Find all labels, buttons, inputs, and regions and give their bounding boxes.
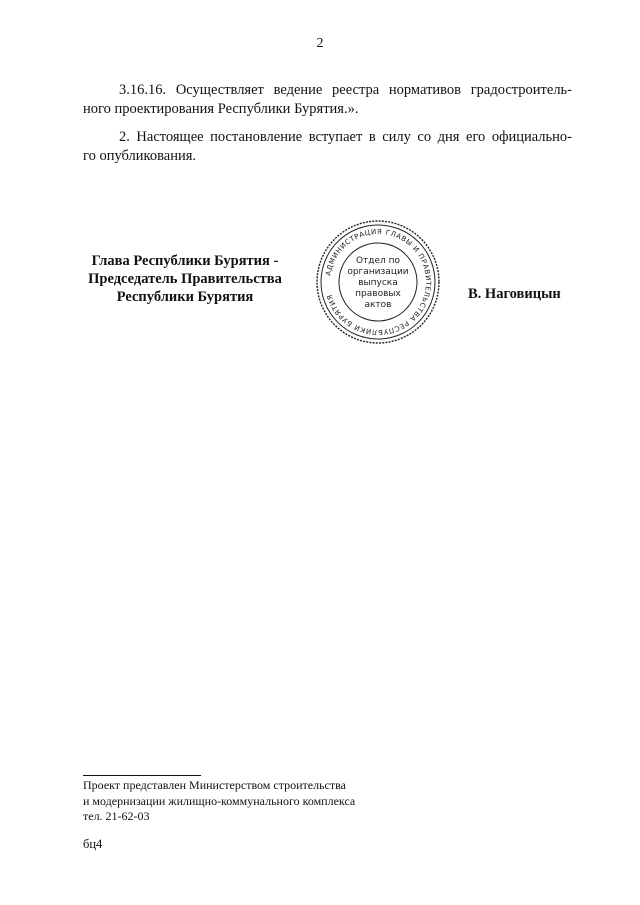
document-code: бц4 xyxy=(83,837,103,851)
signer-title-line: Председатель Правительства xyxy=(88,271,282,287)
stamp-center-line: Отдел по xyxy=(355,256,401,266)
signer-title xyxy=(80,252,290,306)
paragraph-line: 2. Настоящее постановление вступает в силу со дня его официально- xyxy=(119,129,572,145)
paragraph-line: го опубликования. xyxy=(83,148,197,164)
stamp-center-line: актов xyxy=(364,300,392,310)
paragraph-line: ного проектирования Республики Бурятия.». xyxy=(83,101,359,117)
paragraph-2 xyxy=(83,128,572,166)
footer-line: Проект представлен Министерством строительства xyxy=(83,778,346,792)
footer-line: тел. 21-62-03 xyxy=(83,809,150,823)
page-number: 2 xyxy=(316,36,324,51)
signer-title-line: Глава Республики Бурятия - xyxy=(91,253,279,269)
stamp-center-line: правовых xyxy=(355,289,401,299)
footer-line: и модернизации жилищно-коммунального комплекса xyxy=(83,793,356,808)
signer-name: В. Наговицын xyxy=(468,286,561,302)
paragraph-1 xyxy=(83,81,572,119)
stamp-center-line: организации xyxy=(347,267,409,277)
official-stamp xyxy=(313,217,443,347)
stamp-ring-text: АДМИНИСТРАЦИЯ ГЛАВЫ И ПРАВИТЕЛЬСТВА РЕСПУБЛИКИ БУРЯТИЯ xyxy=(324,227,433,337)
paragraph-line: 3.16.16. Осуществляет ведение реестра нормативов градостроитель- xyxy=(119,82,572,98)
stamp-center-line: выпуска xyxy=(358,278,398,288)
footer-divider xyxy=(83,775,201,776)
footer-note xyxy=(83,778,355,825)
signer-title-line: Республики Бурятия xyxy=(116,289,254,305)
